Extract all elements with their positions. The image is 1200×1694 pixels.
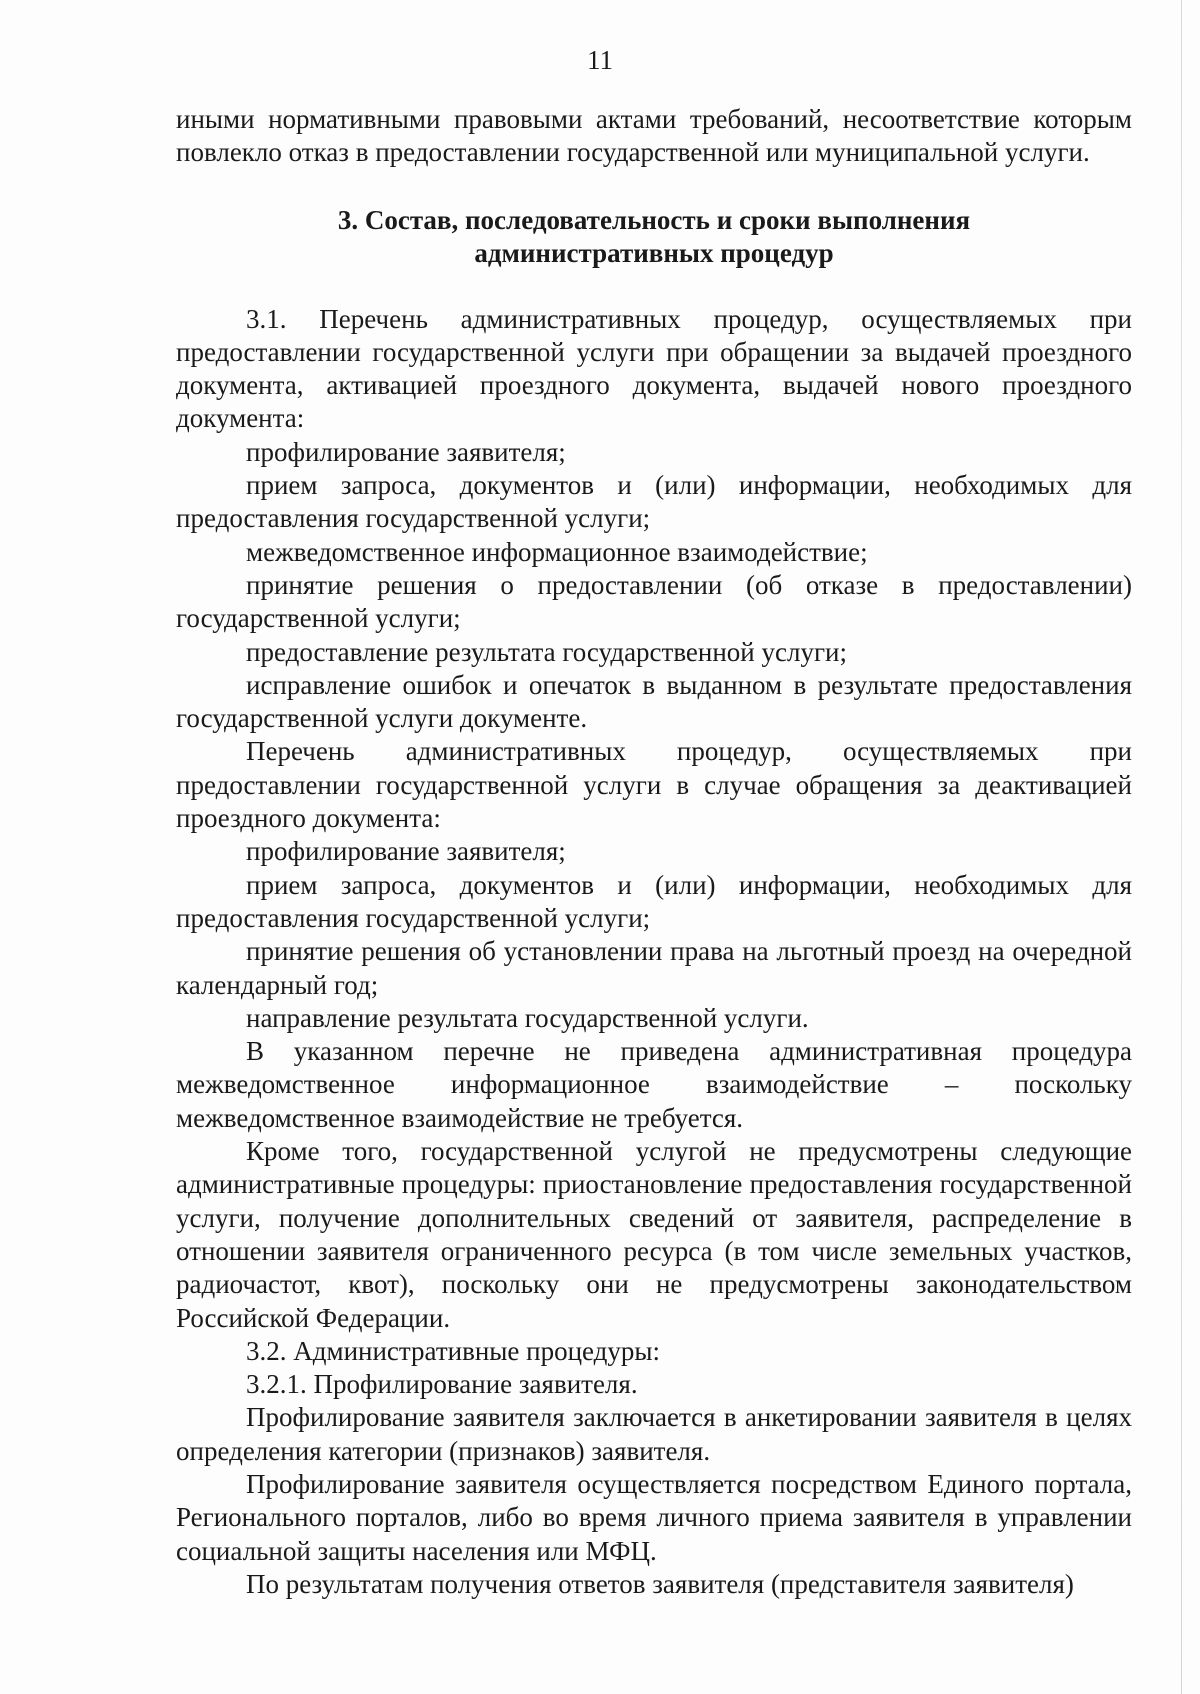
section-title-line-1: 3. Состав, последовательность и сроки выполнения <box>337 204 971 235</box>
page-number: 11 <box>587 45 613 75</box>
list-item: направление результата государственной услуги. <box>246 1002 809 1033</box>
subsection-heading: 3.2.1. Профилирование заявителя. <box>246 1369 638 1400</box>
paragraph-continuation: иными нормативными правовыми актами требований, несоответствие которым повлекло отказ в предоставлении государственной или муниципальной услуги. <box>176 104 1132 168</box>
list-item: межведомственное информационное взаимодействие; <box>246 536 868 567</box>
list-item: профилирование заявителя; <box>246 836 566 867</box>
subsection-heading: 3.2. Административные процедуры: <box>246 1335 661 1366</box>
section-title-line-2: административных процедур <box>474 237 834 268</box>
paragraph: Профилирование заявителя заключается в анкетировании заявителя в целях определения категории (признаков) заявителя. <box>176 1402 1132 1466</box>
list-item: прием запроса, документов и (или) информации, необходимых для предоставления государственной услуги; <box>176 869 1132 933</box>
list-item: принятие решения об установлении права на льготный проезд на очередной календарный год; <box>176 936 1132 1000</box>
paragraph: По результатам получения ответов заявителя (представителя заявителя) <box>246 1568 1074 1599</box>
section-title <box>176 204 1132 270</box>
paragraph: Профилирование заявителя осуществляется посредством Единого портала, Регионального порталов, либо во время личного приема заявителя в управлении социальной защиты населения или МФЦ. <box>176 1468 1132 1566</box>
paragraph: Перечень административных процедур, осуществляемых при предоставлении государственной услуги в случае обращения за деактивацией проездного документа: <box>176 736 1132 834</box>
scan-edge-line <box>1181 0 1182 1694</box>
paragraph: Кроме того, государственной услугой не предусмотрены следующие административные процедуры: приостановление предоставления государственной услуги, получение дополнительных сведений от заявителя, распределение в отношении заявителя ограниченного ресурса (в том числе земельных участков, радиочастот, квот), поскольку они не предусмотрены законодательством Российской Федерации. <box>176 1136 1132 1333</box>
paragraph: В указанном перечне не приведена административная процедура межведомственное информационное взаимодействие – поскольку межведомственное взаимодействие не требуется. <box>176 1036 1132 1133</box>
document-body <box>176 103 1132 1601</box>
list-item: предоставление результата государственной услуги; <box>246 636 847 667</box>
list-item: прием запроса, документов и (или) информации, необходимых для предоставления государственной услуги; <box>176 470 1132 534</box>
list-item: профилирование заявителя; <box>246 436 566 467</box>
list-item: исправление ошибок и опечаток в выданном в результате предоставления государственной услуги документе. <box>176 669 1132 734</box>
list-item: принятие решения о предоставлении (об отказе в предоставлении) государственной услуги; <box>176 569 1132 634</box>
paragraph: 3.1. Перечень административных процедур, осуществляемых при предоставлении государственной услуги при обращении за выдачей проездного документа, активацией проездного документа, выдачей нового проездного документа: <box>176 303 1132 434</box>
